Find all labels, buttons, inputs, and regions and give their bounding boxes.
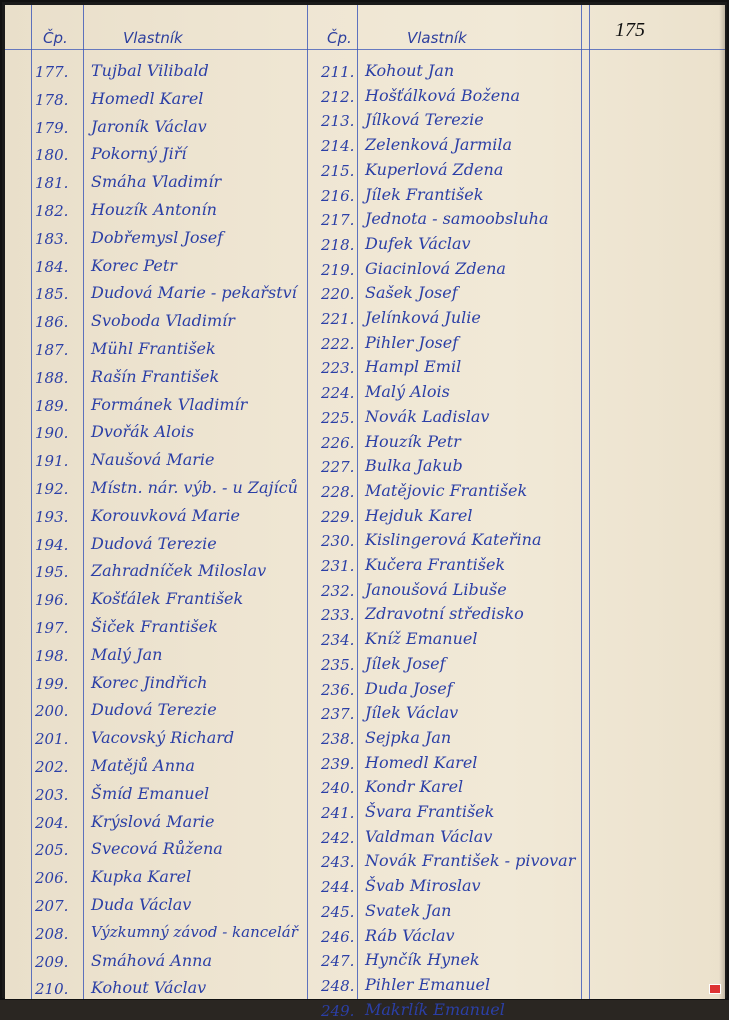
right-row-owner: Novák František - pivovar bbox=[365, 851, 576, 871]
right-row-number: 233. bbox=[321, 606, 355, 625]
right-row-owner: Jelínková Julie bbox=[365, 308, 481, 327]
right-row-number: 217. bbox=[321, 211, 355, 230]
right-row-number: 226. bbox=[321, 433, 355, 452]
right-row-number: 218. bbox=[321, 235, 355, 254]
left-row-number: 200. bbox=[35, 702, 69, 721]
left-row-owner: Smáhová Anna bbox=[91, 950, 212, 970]
right-row-owner: Homedl Karel bbox=[365, 752, 478, 772]
right-row-number: 225. bbox=[321, 408, 355, 427]
right-row-owner: Dufek Václav bbox=[365, 233, 471, 253]
left-row-number: 206. bbox=[35, 869, 69, 888]
left-row-number: 186. bbox=[35, 313, 69, 332]
right-row-owner: Švara František bbox=[365, 802, 495, 821]
left-row-number: 201. bbox=[35, 730, 69, 749]
right-row-owner: Švab Miroslav bbox=[365, 876, 481, 896]
left-row-number: 189. bbox=[35, 396, 69, 415]
right-row-owner: Makrlík Emanuel bbox=[365, 999, 505, 1019]
left-row-number: 194. bbox=[35, 535, 69, 554]
left-row-owner: Šmíd Emanuel bbox=[91, 783, 210, 803]
right-row-owner: Jednota - samoobsluha bbox=[365, 209, 549, 229]
left-row-owner: Korec Jindřich bbox=[91, 672, 208, 692]
left-row-number: 199. bbox=[35, 674, 69, 693]
right-row-owner: Hejduk Karel bbox=[365, 505, 473, 525]
left-row-owner: Mühl František bbox=[91, 339, 216, 358]
left-row-owner: Houzík Antonín bbox=[91, 200, 217, 219]
left-row-owner: Kupka Karel bbox=[91, 867, 192, 887]
right-row-owner: Kislingerová Kateřina bbox=[365, 530, 542, 550]
right-row-number: 244. bbox=[321, 878, 355, 897]
right-row-number: 247. bbox=[321, 952, 355, 971]
right-row-owner: Hampl Emil bbox=[365, 357, 462, 377]
right-row-owner: Novák Ladislav bbox=[365, 406, 490, 426]
left-row-owner: Dvořák Alois bbox=[91, 422, 195, 442]
right-row-owner: Janoušová Libuše bbox=[365, 579, 507, 599]
right-row-owner: Duda Josef bbox=[365, 678, 453, 698]
left-row-number: 205. bbox=[35, 841, 69, 860]
right-row-owner: Jílková Terezie bbox=[365, 110, 484, 130]
left-row-owner: Dudová Marie - pekařství bbox=[91, 283, 297, 303]
ledger-page bbox=[5, 5, 725, 1020]
right-row-owner: Zelenková Jarmila bbox=[365, 135, 513, 155]
right-row-owner: Giacinlová Zdena bbox=[365, 258, 506, 278]
left-row-number: 184. bbox=[35, 257, 69, 276]
left-row-number: 187. bbox=[35, 341, 69, 359]
right-row-number: 248. bbox=[321, 976, 355, 995]
left-row-owner: Vacovský Richard bbox=[91, 728, 235, 748]
right-row-number: 227. bbox=[321, 458, 355, 477]
right-row-number: 216. bbox=[321, 186, 355, 205]
left-row-number: 196. bbox=[35, 591, 69, 610]
left-row-owner: Homedl Karel bbox=[91, 88, 204, 108]
left-row-owner: Svoboda Vladimír bbox=[91, 311, 235, 331]
left-row-owner: Rašín František bbox=[91, 366, 220, 386]
left-row-number: 209. bbox=[35, 952, 69, 971]
right-row-number: 249. bbox=[321, 1001, 355, 1020]
right-row-number: 212. bbox=[321, 87, 355, 106]
right-row-number: 238. bbox=[321, 729, 355, 748]
rule-right-margin bbox=[581, 5, 582, 999]
right-row-number: 211. bbox=[321, 63, 355, 81]
left-row-number: 191. bbox=[35, 452, 69, 471]
left-row-owner: Formánek Vladimír bbox=[91, 394, 248, 414]
right-row-owner: Pihler Emanuel bbox=[365, 974, 491, 994]
right-row-owner: Valdman Václav bbox=[365, 826, 493, 846]
right-row-number: 231. bbox=[321, 557, 355, 575]
right-row-owner: Malý Alois bbox=[365, 382, 450, 402]
right-row-owner: Hynčík Hynek bbox=[365, 950, 480, 970]
right-row-number: 213. bbox=[321, 112, 355, 131]
right-row-owner: Bulka Jakub bbox=[365, 456, 463, 476]
right-row-number: 229. bbox=[321, 507, 355, 526]
left-row-number: 210. bbox=[35, 980, 69, 999]
right-row-number: 215. bbox=[321, 161, 355, 180]
left-row-owner: Místn. nár. výb. - u Zajíců bbox=[91, 478, 298, 497]
left-row-number: 180. bbox=[35, 146, 69, 165]
left-row-number: 190. bbox=[35, 424, 69, 443]
left-row-owner: Dudová Terezie bbox=[91, 533, 217, 553]
right-row-owner: Svatek Jan bbox=[365, 900, 452, 920]
right-row-number: 224. bbox=[321, 384, 355, 403]
left-row-owner: Kohout Václav bbox=[91, 978, 207, 998]
left-row-owner: Korec Petr bbox=[91, 255, 177, 275]
left-row-number: 203. bbox=[35, 785, 69, 804]
page-number: 175 bbox=[615, 19, 645, 41]
right-row-number: 236. bbox=[321, 680, 355, 699]
right-row-owner: Kučera František bbox=[365, 555, 506, 574]
right-row-owner: Matějovic František bbox=[365, 480, 528, 500]
right-row-number: 242. bbox=[321, 828, 355, 847]
right-row-number: 220. bbox=[321, 285, 355, 304]
right-row-owner: Hošťálková Božena bbox=[365, 85, 521, 105]
right-row-owner: Ráb Václav bbox=[365, 925, 455, 945]
right-row-number: 240. bbox=[321, 779, 355, 798]
left-row-owner: Pokorný Jiří bbox=[91, 144, 187, 164]
left-row-number: 188. bbox=[35, 368, 69, 387]
right-row-number: 219. bbox=[321, 260, 355, 279]
right-row-number: 214. bbox=[321, 137, 355, 156]
left-row-owner: Dobřemysl Josef bbox=[91, 227, 224, 247]
left-row-owner: Šiček František bbox=[91, 617, 218, 636]
right-row-owner: Jílek Václav bbox=[365, 703, 459, 723]
rule-right-number bbox=[357, 5, 358, 999]
right-row-owner: Pihler Josef bbox=[365, 332, 459, 352]
header-number-left: Čp. bbox=[43, 29, 68, 47]
left-row-owner: Výzkumný závod - kancelář bbox=[91, 922, 298, 941]
right-row-number: 232. bbox=[321, 581, 355, 600]
left-row-owner: Košťálek František bbox=[91, 589, 244, 609]
right-row-owner: Kondr Karel bbox=[365, 777, 464, 797]
left-row-owner: Malý Jan bbox=[91, 644, 163, 664]
left-row-owner: Svecová Růžena bbox=[91, 839, 223, 859]
left-row-number: 179. bbox=[35, 118, 69, 137]
right-row-number: 239. bbox=[321, 754, 355, 773]
right-row-owner: Jílek Josef bbox=[365, 653, 446, 673]
header-rule bbox=[5, 49, 725, 50]
left-row-number: 208. bbox=[35, 924, 69, 943]
right-row-owner: Sejpka Jan bbox=[365, 727, 452, 747]
rule-outer bbox=[589, 5, 590, 999]
right-row-number: 228. bbox=[321, 482, 355, 501]
right-row-number: 223. bbox=[321, 359, 355, 378]
right-row-number: 221. bbox=[321, 310, 355, 328]
rule-center bbox=[307, 5, 308, 999]
left-row-number: 204. bbox=[35, 813, 69, 832]
right-row-number: 241. bbox=[321, 804, 355, 822]
left-row-number: 202. bbox=[35, 758, 69, 776]
left-row-number: 192. bbox=[35, 480, 69, 498]
left-row-owner: Smáha Vladimír bbox=[91, 172, 222, 192]
scan-shadow bbox=[719, 5, 725, 999]
left-row-number: 185. bbox=[35, 285, 69, 304]
right-row-owner: Houzík Petr bbox=[365, 431, 461, 451]
left-row-owner: Tujbal Vilibald bbox=[91, 61, 209, 80]
left-row-owner: Duda Václav bbox=[91, 895, 192, 914]
left-row-number: 198. bbox=[35, 646, 69, 665]
rule-left-number bbox=[83, 5, 84, 999]
left-row-owner: Naušová Marie bbox=[91, 450, 215, 470]
right-row-number: 234. bbox=[321, 631, 355, 650]
right-row-number: 243. bbox=[321, 853, 355, 872]
right-row-number: 222. bbox=[321, 334, 355, 353]
right-row-owner: Kuperlová Zdena bbox=[365, 159, 504, 179]
left-row-owner: Korouvková Marie bbox=[91, 505, 240, 525]
left-row-number: 193. bbox=[35, 507, 69, 526]
header-owner-right: Vlastník bbox=[407, 29, 467, 47]
right-row-number: 237. bbox=[321, 705, 355, 724]
left-row-number: 182. bbox=[35, 202, 69, 220]
left-row-owner: Krýslová Marie bbox=[91, 811, 215, 831]
left-row-number: 195. bbox=[35, 563, 69, 582]
right-row-owner: Jílek František bbox=[365, 184, 484, 204]
left-row-number: 183. bbox=[35, 229, 69, 248]
right-row-owner: Kníž Emanuel bbox=[365, 629, 478, 649]
right-row-number: 235. bbox=[321, 655, 355, 674]
right-row-number: 246. bbox=[321, 927, 355, 946]
right-row-owner: Zdravotní středisko bbox=[365, 604, 524, 624]
rule-left-margin bbox=[31, 5, 32, 999]
left-row-number: 177. bbox=[35, 63, 69, 81]
left-row-number: 178. bbox=[35, 90, 69, 109]
left-row-number: 207. bbox=[35, 897, 69, 915]
left-row-owner: Zahradníček Miloslav bbox=[91, 561, 267, 581]
right-row-owner: Kohout Jan bbox=[365, 61, 455, 80]
left-row-number: 197. bbox=[35, 619, 69, 637]
header-number-right: Čp. bbox=[327, 29, 352, 47]
right-row-number: 245. bbox=[321, 902, 355, 921]
right-row-owner: Sašek Josef bbox=[365, 283, 458, 303]
flag-icon bbox=[709, 984, 721, 994]
right-row-number: 230. bbox=[321, 532, 355, 551]
left-row-owner: Jaroník Václav bbox=[91, 116, 207, 136]
left-row-owner: Matějů Anna bbox=[91, 756, 195, 775]
left-row-owner: Dudová Terezie bbox=[91, 700, 217, 720]
header-owner-left: Vlastník bbox=[123, 29, 183, 47]
left-row-number: 181. bbox=[35, 174, 69, 193]
